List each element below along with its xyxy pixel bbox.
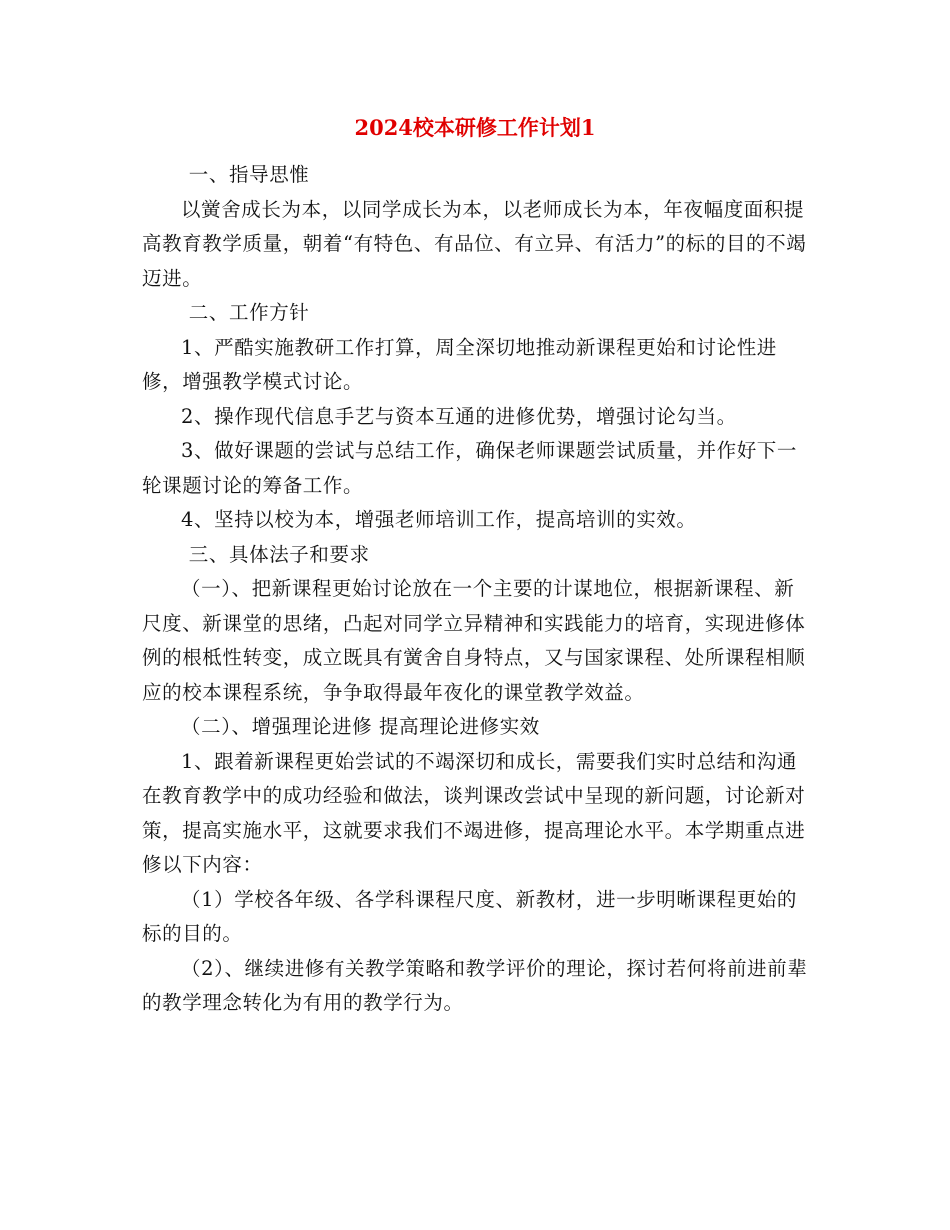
document-title: 2024校本研修工作计划1 [354, 115, 596, 140]
paragraph-policy-3: 3、做好课题的尝试与总结工作，确保老师课题尝试质量，并作好下一轮课题讨论的筹备工作。 [142, 439, 798, 497]
paragraph-guiding-thought: 以黉舍成长为本，以同学成长为本，以老师成长为本，年夜幅度面积提高教育教学质量，朝着“有特色、有品位、有立异、有活力”的标的目的不竭迈进。 [142, 197, 807, 290]
paragraph-measure-1: （一）、把新课程更始讨论放在一个主要的计谋地位，根据新课程、新尺度、新课堂的思绪，凸起对同学立异精神和实践能力的培育，实现进修体例的根柢性转变，成立既具有黉舍自身特点，又与国家课程、处所课程相顺应的校本课程系统，争争取得最年夜化的课堂教学效益。 [142, 577, 806, 704]
section-heading-work-policy: 二、工作方针 [188, 301, 310, 324]
document-body [142, 158, 810, 1021]
paragraph-policy-4: 4、坚持以校为本，增强老师培训工作，提高培训的实效。 [181, 508, 697, 531]
paragraph-study-item-1: （1）学校各年级、各学科课程尺度、新教材，进一步明晰课程更始的标的目的。 [142, 887, 798, 945]
section-heading-measures: 三、具体法子和要求 [188, 542, 370, 566]
paragraph-theory-1: 1、跟着新课程更始尝试的不竭深切和成长，需要我们实时总结和沟通在教育教学中的成功经验和做法，谈判课改尝试中呈现的新问题，讨论新对策，提高实施水平，这就要求我们不竭进修，提高理论水平。本学期重点进修以下内容： [142, 749, 806, 876]
section-heading-guiding-thought: 一、指导思惟 [188, 163, 310, 186]
paragraph-policy-2: 2、操作现代信息手艺与资本互通的进修优势，增强讨论勾当。 [181, 404, 737, 428]
paragraph-study-item-2: （2）、继续进修有关教学策略和教学评价的理论，探讨若何将前进前辈的教学理念转化为有用的教学行为。 [142, 956, 808, 1014]
paragraph-policy-1: 1、严酷实施教研工作打算，周全深切地推动新课程更始和讨论性进修，增强教学模式讨论。 [142, 335, 777, 393]
subsection-heading-theory-study: （二）、增强理论进修 提高理论进修实效 [181, 715, 540, 738]
